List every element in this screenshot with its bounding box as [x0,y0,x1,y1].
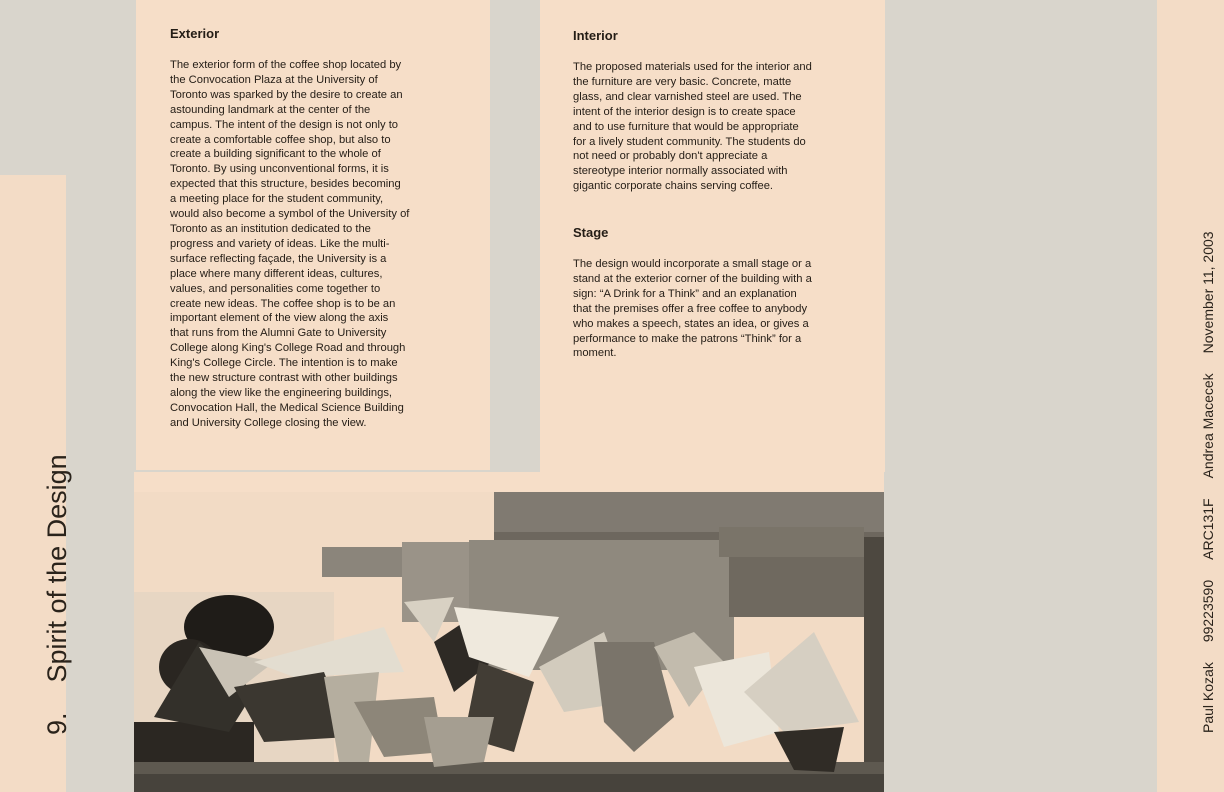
author-1: Paul Kozak [1200,662,1216,733]
author-2: Andrea Macecek [1200,373,1216,479]
page-title-text: Spirit of the Design [42,454,72,683]
page-number: 9. [42,712,72,735]
page-title [42,454,73,735]
course-code: ARC131F [1200,498,1216,560]
exterior-heading: Exterior [170,26,220,41]
date: November 11, 2003 [1200,231,1216,354]
credits [1200,211,1216,733]
sculpture-photo [134,492,884,792]
interior-heading: Interior [573,28,618,43]
stage-heading: Stage [573,225,609,240]
interior-body: The proposed materials used for the interior and the furniture are very basic. Concrete, matte glass, and clear varnished steel are used. The intent of the interior design is to create space and to use furniture that would be appropriate for a lively student community. The students do not need or probably don't appreciate a stereotype interior normally associated with gigantic corporate chains serving coffee. [573,61,812,193]
exterior-body: The exterior form of the coffee shop located by the Convocation Plaza at the University of Toronto was sparked by the desire to create an astounding landmark at the center of the campus. The intent of the design is not only to create a comfortable coffee shop, but also to create a building significant to the whole of Toronto. By using unconventional forms, it is expected that this structure, besides becoming a meeting place for the student community, would also become a symbol of the University of Toronto as an institution dedicated to the progress and variety of ideas. Like the multi- surface reflecting façade, the University is a place where many different ideas, cultures, values, and personalities come together to create new ideas. The coffee shop is to be an important element of the view along the axis that runs from the Alumni Gate to University College along King's College Road and through King's College Circle. The intention is to make the new structure contrast with other buildings along the view like the engineering buildings, Convocation Hall, the Medical Science Building and University College closing the view. [170,59,410,429]
student-id: 99223590 [1200,579,1216,643]
stage-body: The design would incorporate a small stage or a stand at the exterior corner of the building with a sign: “A Drink for a Think” and an explanation that the premises offer a free coffee to anybody who makes a speech, states an idea, or gives a performance to make the patrons “Think” for a moment. [573,258,812,360]
